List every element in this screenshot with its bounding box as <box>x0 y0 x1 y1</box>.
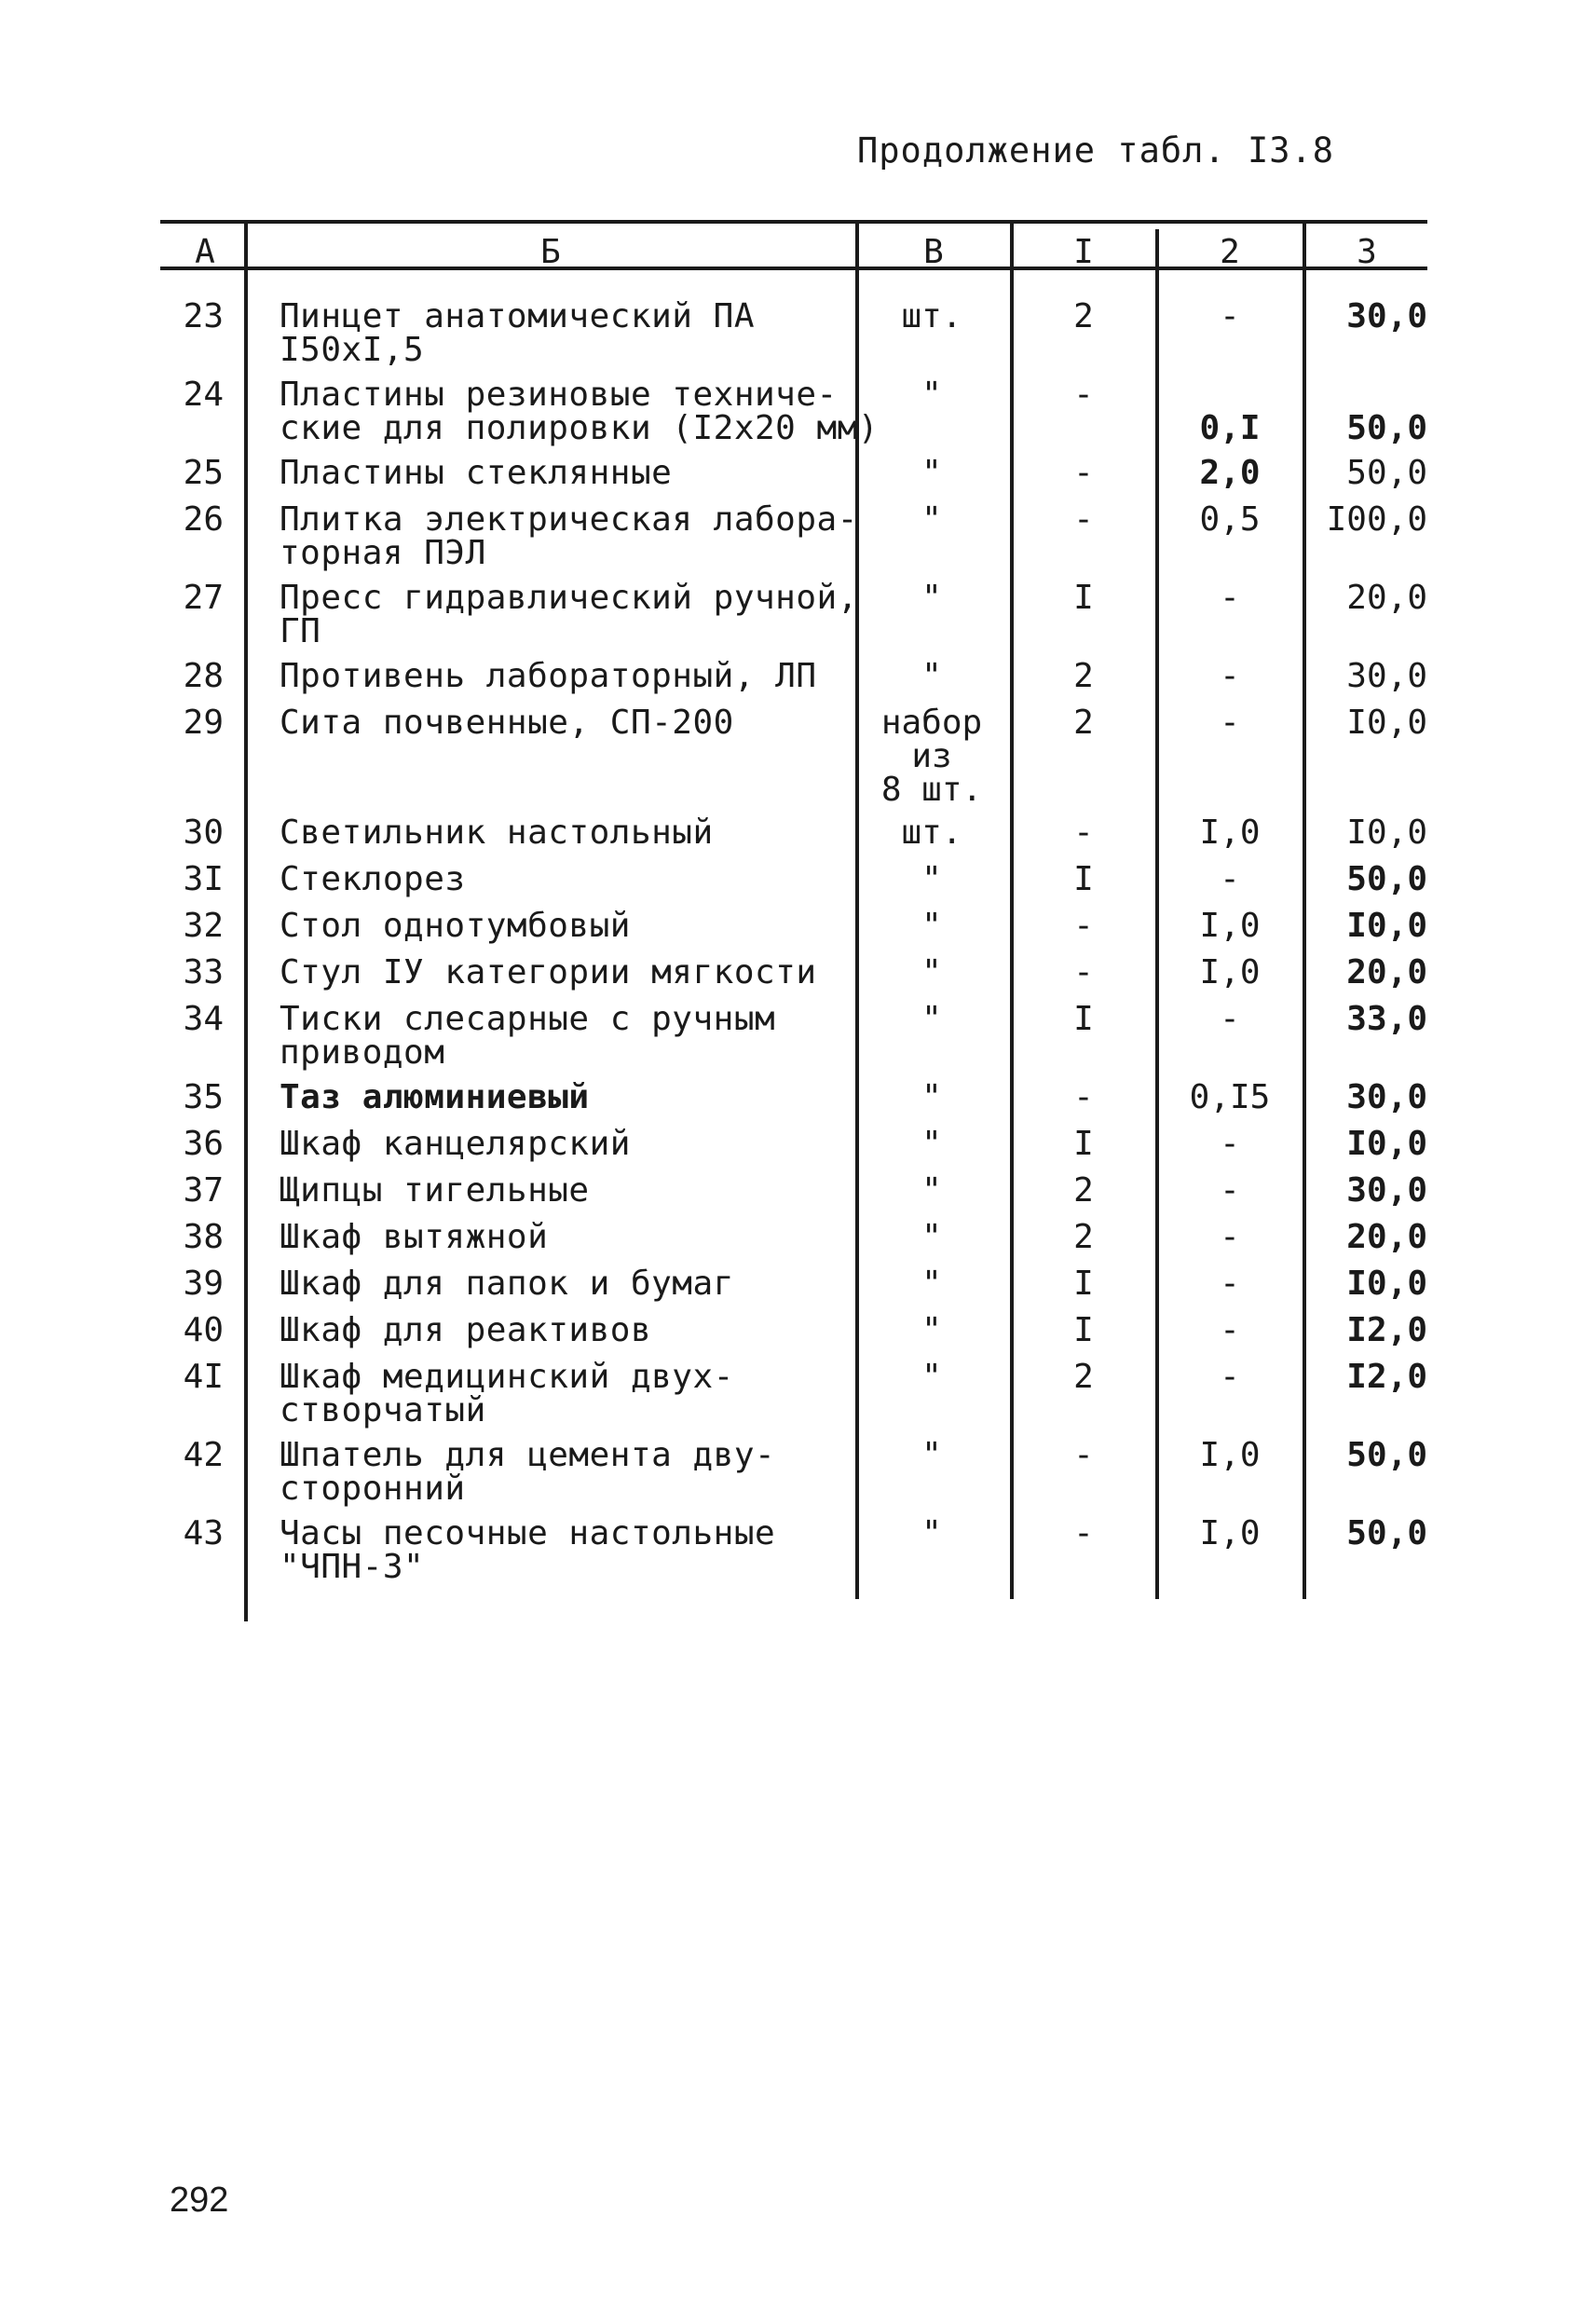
service-life-col-3: 20,0 <box>1346 953 1427 991</box>
quantity-col-1: - <box>1073 376 1094 414</box>
item-name-line: Пресс гидравлический ручной, <box>280 579 858 617</box>
quantity-col-2: 0,I <box>1199 409 1261 447</box>
item-name-line: Противень лабораторный, ЛП <box>280 657 817 695</box>
quantity-col-1: 2 <box>1073 1171 1094 1210</box>
column-header-3: 3 <box>1357 233 1377 271</box>
quantity-col-1: I <box>1073 1311 1094 1349</box>
quantity-col-1: 2 <box>1073 704 1094 742</box>
row-number: 3I <box>183 860 224 898</box>
unit-of-measure: " <box>921 1078 942 1116</box>
quantity-col-2: - <box>1220 1000 1240 1038</box>
quantity-col-2: - <box>1220 657 1240 695</box>
quantity-col-1: - <box>1073 953 1094 991</box>
unit-of-measure: шт. <box>901 297 962 335</box>
row-number: 34 <box>183 1000 224 1038</box>
item-name-line: Светильник настольный <box>280 814 714 852</box>
row-number: 33 <box>183 953 224 991</box>
item-name-line: ские для полировки (I2x20 мм) <box>280 409 880 447</box>
unit-of-measure: из <box>911 737 952 775</box>
item-name-line: Шкаф вытяжной <box>280 1218 549 1256</box>
service-life-col-3: 50,0 <box>1346 454 1427 492</box>
row-number: 39 <box>183 1265 224 1303</box>
row-number: 27 <box>183 579 224 617</box>
item-name-line: торная ПЭЛ <box>280 534 486 572</box>
unit-of-measure: " <box>921 1171 942 1210</box>
item-name-line: Шкаф медицинский двух- <box>280 1358 734 1396</box>
service-life-col-3: I2,0 <box>1346 1311 1427 1349</box>
quantity-col-2: 2,0 <box>1199 454 1261 492</box>
quantity-col-1: - <box>1073 1436 1094 1474</box>
row-number: 28 <box>183 657 224 695</box>
unit-of-measure: шт. <box>901 814 962 852</box>
column-header-1: I <box>1073 233 1094 271</box>
service-life-col-3: 30,0 <box>1346 657 1427 695</box>
unit-of-measure: " <box>921 1436 942 1474</box>
item-name-line: Часы песочные настольные <box>280 1514 776 1552</box>
quantity-col-2: - <box>1220 704 1240 742</box>
quantity-col-2: 0,I5 <box>1189 1078 1271 1116</box>
service-life-col-3: 50,0 <box>1346 1514 1427 1552</box>
row-number: 26 <box>183 500 224 539</box>
quantity-col-2: I,0 <box>1199 1436 1261 1474</box>
quantity-col-1: I <box>1073 860 1094 898</box>
quantity-col-2: I,0 <box>1199 907 1261 945</box>
unit-of-measure: " <box>921 376 942 414</box>
unit-of-measure: " <box>921 454 942 492</box>
row-number: 36 <box>183 1125 224 1163</box>
row-number: 35 <box>183 1078 224 1116</box>
column-divider-v-1 <box>1010 220 1014 1599</box>
item-name-line: Стол однотумбовый <box>280 907 631 945</box>
service-life-col-3: I0,0 <box>1346 1265 1427 1303</box>
column-header-2: 2 <box>1220 233 1240 271</box>
quantity-col-1: - <box>1073 454 1094 492</box>
item-name-line: Щипцы тигельные <box>280 1171 590 1210</box>
service-life-col-3: I0,0 <box>1346 704 1427 742</box>
row-number: 30 <box>183 814 224 852</box>
unit-of-measure: " <box>921 1000 942 1038</box>
unit-of-measure: " <box>921 579 942 617</box>
item-name-line: приводом <box>280 1033 445 1072</box>
service-life-col-3: I2,0 <box>1346 1358 1427 1396</box>
unit-of-measure: " <box>921 860 942 898</box>
service-life-col-3: 30,0 <box>1346 1078 1427 1116</box>
item-name-line: Сита почвенные, СП-200 <box>280 704 734 742</box>
service-life-col-3: 50,0 <box>1346 860 1427 898</box>
service-life-col-3: 30,0 <box>1346 297 1427 335</box>
service-life-col-3: 33,0 <box>1346 1000 1427 1038</box>
row-number: 24 <box>183 376 224 414</box>
unit-of-measure: " <box>921 1125 942 1163</box>
item-name-line: Пластины стеклянные <box>280 454 673 492</box>
unit-of-measure: " <box>921 1265 942 1303</box>
service-life-col-3: 50,0 <box>1346 1436 1427 1474</box>
column-divider-a-b <box>244 224 248 1621</box>
row-number: 37 <box>183 1171 224 1210</box>
quantity-col-2: 0,5 <box>1199 500 1261 539</box>
item-name-line: Шкаф для реактивов <box>280 1311 652 1349</box>
column-header-a: А <box>195 233 215 271</box>
quantity-col-2: I,0 <box>1199 1514 1261 1552</box>
item-name-line: Плитка электрическая лабора- <box>280 500 858 539</box>
item-name-line: Таз алюминиевый <box>280 1078 590 1116</box>
quantity-col-2: - <box>1220 579 1240 617</box>
quantity-col-2: - <box>1220 860 1240 898</box>
quantity-col-2: - <box>1220 1125 1240 1163</box>
unit-of-measure: " <box>921 1311 942 1349</box>
item-name-line: Стул IУ категории мягкости <box>280 953 817 991</box>
unit-of-measure: 8 шт. <box>880 771 983 809</box>
item-name-line: Пластины резиновые техниче- <box>280 376 838 414</box>
row-number: 4I <box>183 1358 224 1396</box>
page-number: 292 <box>170 2181 229 2220</box>
service-life-col-3: I0,0 <box>1346 1125 1427 1163</box>
unit-of-measure: " <box>921 500 942 539</box>
item-name-line: Шкаф канцелярский <box>280 1125 631 1163</box>
quantity-col-1: - <box>1073 814 1094 852</box>
quantity-col-2: - <box>1220 297 1240 335</box>
item-name-line: ГП <box>280 612 321 650</box>
unit-of-measure: " <box>921 1358 942 1396</box>
quantity-col-2: - <box>1220 1218 1240 1256</box>
row-number: 38 <box>183 1218 224 1256</box>
quantity-col-1: 2 <box>1073 657 1094 695</box>
quantity-col-2: - <box>1220 1358 1240 1396</box>
quantity-col-1: 2 <box>1073 1358 1094 1396</box>
row-number: 23 <box>183 297 224 335</box>
item-name-line: Пинцет анатомический ПА <box>280 297 755 335</box>
unit-of-measure: " <box>921 1514 942 1552</box>
service-life-col-3: I0,0 <box>1346 814 1427 852</box>
item-name-line: сторонний <box>280 1470 466 1508</box>
item-name-line: "ЧПН-3" <box>280 1548 425 1586</box>
service-life-col-3: 30,0 <box>1346 1171 1427 1210</box>
quantity-col-2: I,0 <box>1199 953 1261 991</box>
quantity-col-1: - <box>1073 1078 1094 1116</box>
unit-of-measure: набор <box>880 704 983 742</box>
service-life-col-3: 50,0 <box>1346 409 1427 447</box>
row-number: 32 <box>183 907 224 945</box>
service-life-col-3: I00,0 <box>1326 500 1427 539</box>
service-life-col-3: 20,0 <box>1346 1218 1427 1256</box>
row-number: 43 <box>183 1514 224 1552</box>
item-name-line: Тиски слесарные с ручным <box>280 1000 776 1038</box>
column-divider-1-2 <box>1155 229 1159 1599</box>
item-name-line: Стеклорез <box>280 860 466 898</box>
quantity-col-1: - <box>1073 1514 1094 1552</box>
service-life-col-3: 20,0 <box>1346 579 1427 617</box>
unit-of-measure: " <box>921 907 942 945</box>
item-name-line: Шпатель для цемента дву- <box>280 1436 776 1474</box>
unit-of-measure: " <box>921 1218 942 1256</box>
quantity-col-1: - <box>1073 907 1094 945</box>
column-header-b: Б <box>540 233 561 271</box>
quantity-col-1: I <box>1073 1265 1094 1303</box>
item-name-line: I50xI,5 <box>280 331 425 369</box>
row-number: 40 <box>183 1311 224 1349</box>
quantity-col-2: - <box>1220 1171 1240 1210</box>
quantity-col-1: I <box>1073 1000 1094 1038</box>
quantity-col-1: I <box>1073 579 1094 617</box>
quantity-col-2: I,0 <box>1199 814 1261 852</box>
column-header-v: В <box>923 233 944 271</box>
header-top-rule <box>160 220 1427 224</box>
quantity-col-1: 2 <box>1073 297 1094 335</box>
item-name-line: створчатый <box>280 1391 486 1429</box>
row-number: 29 <box>183 704 224 742</box>
unit-of-measure: " <box>921 657 942 695</box>
row-number: 25 <box>183 454 224 492</box>
column-divider-2-3 <box>1303 220 1306 1599</box>
quantity-col-2: - <box>1220 1311 1240 1349</box>
quantity-col-1: 2 <box>1073 1218 1094 1256</box>
item-name-line: Шкаф для папок и бумаг <box>280 1265 734 1303</box>
service-life-col-3: I0,0 <box>1346 907 1427 945</box>
quantity-col-1: - <box>1073 500 1094 539</box>
quantity-col-1: I <box>1073 1125 1094 1163</box>
row-number: 42 <box>183 1436 224 1474</box>
unit-of-measure: " <box>921 953 942 991</box>
quantity-col-2: - <box>1220 1265 1240 1303</box>
table-caption: Продолжение табл. I3.8 <box>857 130 1335 171</box>
